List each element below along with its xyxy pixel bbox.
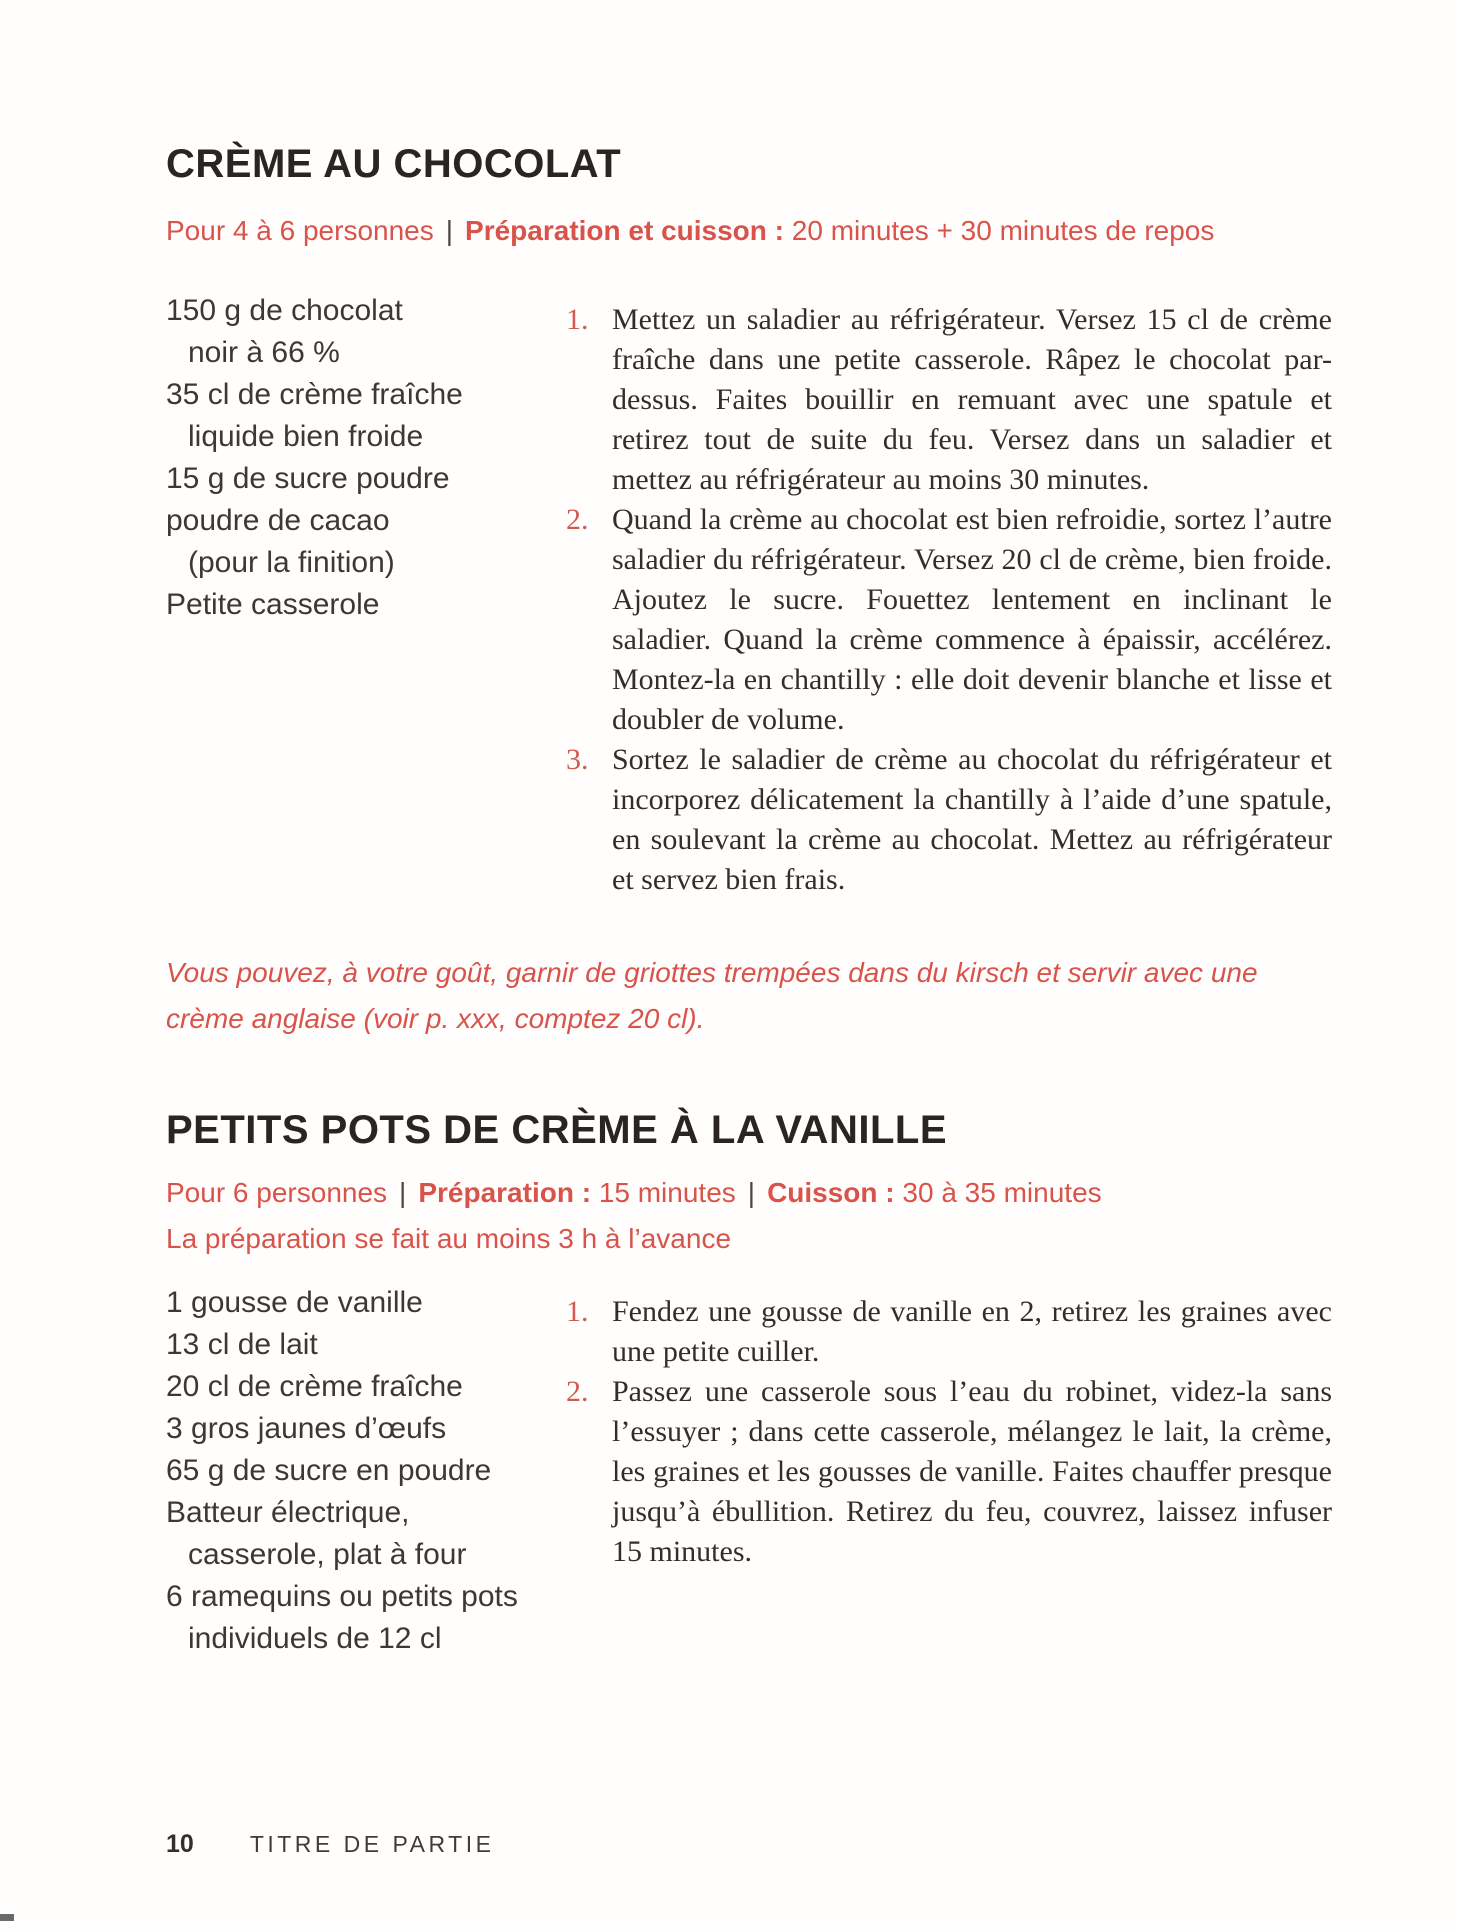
prep-value: 20 minutes + 30 minutes de repos — [791, 215, 1215, 246]
step-text: Sortez le saladier de crème au chocolat du réfrigérateur et incorporez délicatement la chantilly à l’aide d’une spatule, en soulevant la crème au chocolat. Mettez au réfrigérateur et servez bien frais. — [612, 743, 1332, 896]
advance-prep-note: La préparation se fait au moins 3 h à l’avance — [166, 1223, 732, 1254]
ingredient-line: casserole, plat à four — [188, 1538, 467, 1571]
ingredient-line: (pour la finition) — [188, 546, 395, 579]
recipe-title: CRÈME AU CHOCOLAT — [166, 142, 622, 186]
step-item — [566, 1372, 1332, 1572]
step-text: Mettez un saladier au réfrigérateur. Versez 15 cl de crème fraîche dans une petite casserole. Râpez le chocolat par-dessus. Faites bouillir en remuant avec une spatule et retirez tout de suite du feu. Versez dans un saladier et mettez au réfrigérateur au moins 30 minutes. — [612, 303, 1332, 496]
page-footer — [166, 1830, 494, 1859]
step-item — [566, 500, 1332, 740]
meta-separator: | — [445, 215, 454, 246]
ingredient-line: noir à 66 % — [188, 336, 340, 369]
ingredient-line: poudre de cacao — [166, 504, 390, 537]
step-number: 2. — [566, 503, 589, 536]
servings-text: Pour 4 à 6 personnes — [166, 215, 434, 246]
meta-separator: | — [399, 1177, 407, 1208]
cook-label: Cuisson : — [767, 1177, 895, 1208]
prep-label: Préparation et cuisson : — [465, 215, 784, 246]
serving-suggestion-note: Vous pouvez, à votre goût, garnir de griottes trempées dans du kirsch et servir avec une crème anglaise (voir p. xxx, comptez 20 cl). — [166, 957, 1258, 1034]
ingredient-list — [166, 290, 546, 626]
step-item — [566, 1292, 1332, 1372]
ingredient-list — [166, 1282, 546, 1660]
step-number: 3. — [566, 743, 589, 776]
step-list — [566, 1292, 1332, 1572]
step-list — [566, 300, 1332, 900]
ingredient-line: 1 gousse de vanille — [166, 1286, 423, 1319]
ingredient-line: 35 cl de crème fraîche — [166, 378, 463, 411]
recipe-title: PETITS POTS DE CRÈME À LA VANILLE — [166, 1108, 947, 1152]
ingredient-line: Batteur électrique, — [166, 1496, 410, 1529]
page-number: 10 — [166, 1830, 194, 1858]
recipe-meta-line — [166, 212, 1214, 250]
ingredient-line: individuels de 12 cl — [188, 1622, 442, 1655]
step-item — [566, 300, 1332, 500]
ingredient-line: liquide bien froide — [188, 420, 424, 453]
ingredient-line: 20 cl de crème fraîche — [166, 1370, 463, 1403]
step-text: Fendez une gousse de vanille en 2, retirez les graines avec une petite cuiller. — [612, 1295, 1332, 1368]
step-item — [566, 740, 1332, 900]
step-number: 1. — [566, 303, 589, 336]
servings-text: Pour 6 personnes — [166, 1177, 388, 1208]
ingredient-line: 65 g de sucre en poudre — [166, 1454, 492, 1487]
ingredient-line: 3 gros jaunes d’œufs — [166, 1412, 447, 1445]
cook-value: 30 à 35 minutes — [902, 1177, 1102, 1208]
step-text: Passez une casserole sous l’eau du robinet, videz-la sans l’essuyer ; dans cette casserole, mélangez le lait, la crème, les graines et les gousses de vanille. Faites chauffer presque jusqu’à ébullition. Retirez du feu, couvrez, laissez infuser 15 minutes. — [612, 1375, 1332, 1568]
ingredient-line: 150 g de chocolat — [166, 294, 403, 327]
step-text: Quand la crème au chocolat est bien refroidie, sortez l’autre saladier du réfrigérateur. Versez 20 cl de crème, bien froide. Ajoutez le sucre. Fouettez lentement en inclinant le saladier. Quand la crème commence à épaissir, accélérez. Montez-la en chantilly : elle doit devenir blanche et lisse et doubler de volume. — [612, 503, 1332, 736]
prep-value: 15 minutes — [598, 1177, 736, 1208]
recipe-meta-line — [166, 1174, 1102, 1212]
print-crop-mark — [0, 1914, 14, 1921]
section-title: TITRE DE PARTIE — [249, 1831, 495, 1857]
meta-separator: | — [747, 1177, 756, 1208]
ingredient-line: Petite casserole — [166, 588, 380, 621]
prep-label: Préparation : — [418, 1177, 592, 1208]
ingredient-line: 6 ramequins ou petits pots — [166, 1580, 518, 1613]
step-number: 2. — [566, 1375, 589, 1408]
step-number: 1. — [566, 1295, 589, 1328]
ingredient-line: 13 cl de lait — [166, 1328, 318, 1361]
ingredient-line: 15 g de sucre poudre — [166, 462, 450, 495]
